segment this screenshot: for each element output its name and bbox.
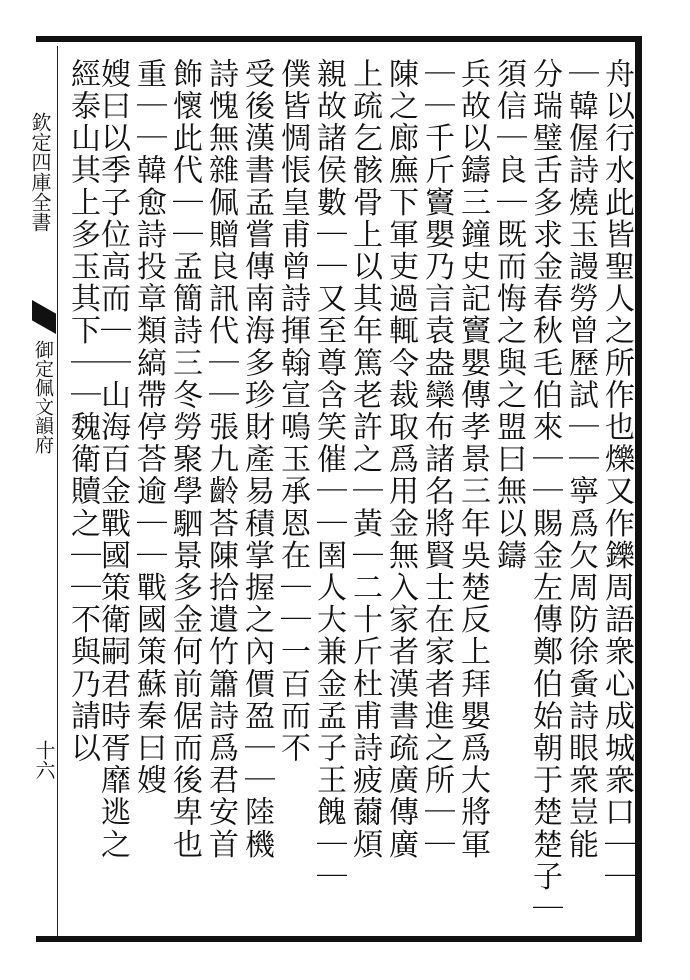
text-column-9: 親故諸侯數｜｜又至尊含笑催｜｜圉人大兼金孟子王餽｜｜ [311,58,346,893]
text-column-8: 上疏乞骸骨上以其年篤老許之｜黃｜二十斤杜甫詩疲薾煩 [347,58,382,861]
text-column-3: 分瑞璧舌多求金春秋毛伯來｜｜賜金左傳鄭伯始朝于楚楚子｜ [527,58,562,925]
page-number: 十六 [32,740,56,780]
margin-divider [57,46,58,936]
text-column-15: 嫂曰以季子位高而｜｜山海百金戰國策衛嗣君時胥靡逃之 [95,58,130,861]
text-column-16: 經泰山其上多玉其下｜｜魏衛贖之｜｜不與乃請以 [65,58,100,765]
text-column-5: 兵故以鑄三鐘史記竇嬰傳孝景三年吳楚反上拜嬰爲大將軍 [455,58,490,861]
text-column-4: 須信｜良｜既而悔之與之盟曰無以鑄 [491,58,526,572]
text-column-2: ｜韓偓詩燒玉謾勞曾歷試｜｜寧爲欠周防徐夤詩眼衆豈能 [563,58,598,861]
text-column-10: 僕皆惆悵皇甫曾詩揮翰宣鳴玉承恩在｜｜一百而不 [275,58,310,765]
text-column-11: 受後漢書孟嘗傳南海多珍財產易積掌握之內價盈｜｜陸機 [239,58,274,861]
text-column-12: 詩愧無雜佩贈良訊代｜｜張九齡荅陳拾遺竹簫詩爲君安首 [203,58,238,861]
book-title: 欽定四庫全書 [28,112,52,232]
text-column-6: ｜｜千斤竇嬰乃言袁盎欒布諸名將賢士在家者進之所｜｜ [419,58,454,861]
text-column-13: 飾懷此代｜｜孟簡詩三冬勞聚學駟景多金何前倨而後卑也 [167,58,202,861]
text-column-7: 陳之廊廡下軍吏過輒令裁取爲用金無入家者漢書疏廣傳廣 [383,58,418,861]
section-title: 御定佩文韻府 [32,340,54,454]
text-column-14: 重｜｜韓愈詩投章類縞帶停荅逾｜｜戰國策蘇秦曰嫂 [131,58,166,797]
text-column-1: 舟以行水此皆聖人之所作也爍又作鑠周語衆心成城衆口｜｜ [599,58,634,893]
